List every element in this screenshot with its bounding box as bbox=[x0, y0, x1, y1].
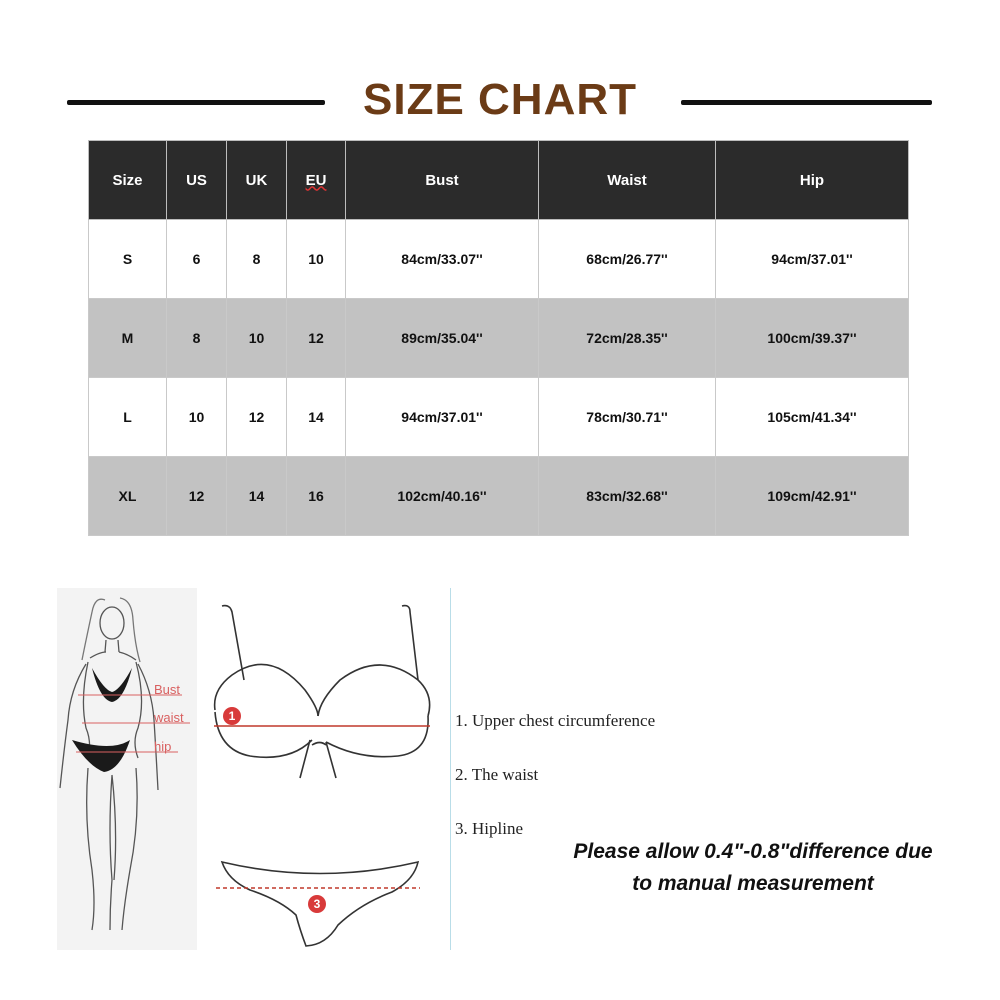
legend-upper-chest: 1. Upper chest circumference bbox=[455, 711, 656, 730]
col-header-us: US bbox=[167, 141, 227, 220]
note-line-1: Please allow 0.4"-0.8"difference due bbox=[573, 840, 933, 863]
cell-eu: 16 bbox=[287, 457, 346, 536]
col-header-uk: UK bbox=[227, 141, 287, 220]
divider-line bbox=[450, 588, 451, 950]
col-header-eu-label: EU bbox=[305, 171, 327, 189]
cell-waist: 72cm/28.35'' bbox=[539, 299, 716, 378]
figure-label-bust: Bust bbox=[154, 682, 181, 697]
cell-uk: 8 bbox=[227, 220, 287, 299]
cell-bust: 94cm/37.01'' bbox=[346, 378, 539, 457]
cell-waist: 83cm/32.68'' bbox=[539, 457, 716, 536]
cell-hip: 105cm/41.34'' bbox=[716, 378, 909, 457]
marker-1-label: 1 bbox=[228, 709, 236, 723]
measurement-note bbox=[548, 836, 958, 900]
figure-label-waist: waist bbox=[154, 710, 184, 725]
figure-top-shape bbox=[92, 668, 132, 702]
cell-uk: 10 bbox=[227, 299, 287, 378]
legend-hipline: 3. Hipline bbox=[455, 819, 523, 838]
cell-waist: 78cm/30.71'' bbox=[539, 378, 716, 457]
cell-size: S bbox=[89, 220, 167, 299]
marker-3-label: 3 bbox=[313, 897, 321, 911]
figure-bottom-shape bbox=[72, 740, 130, 772]
cell-bust: 102cm/40.16'' bbox=[346, 457, 539, 536]
cell-us: 8 bbox=[167, 299, 227, 378]
bra-diagram bbox=[215, 606, 430, 778]
col-header-bust: Bust bbox=[346, 141, 539, 220]
col-header-hip: Hip bbox=[716, 141, 909, 220]
cell-hip: 94cm/37.01'' bbox=[716, 220, 909, 299]
cell-us: 10 bbox=[167, 378, 227, 457]
page-title: SIZE CHART bbox=[363, 75, 637, 124]
cell-hip: 100cm/39.37'' bbox=[716, 299, 909, 378]
cell-eu: 12 bbox=[287, 299, 346, 378]
cell-uk: 12 bbox=[227, 378, 287, 457]
col-header-size: Size bbox=[89, 141, 167, 220]
cell-waist: 68cm/26.77'' bbox=[539, 220, 716, 299]
cell-bust: 89cm/35.04'' bbox=[346, 299, 539, 378]
col-header-waist: Waist bbox=[539, 141, 716, 220]
cell-hip: 109cm/42.91'' bbox=[716, 457, 909, 536]
cell-uk: 14 bbox=[227, 457, 287, 536]
cell-size: M bbox=[89, 299, 167, 378]
cell-size: L bbox=[89, 378, 167, 457]
note-line-2: to manual measurement bbox=[632, 872, 874, 895]
cell-us: 6 bbox=[167, 220, 227, 299]
cell-bust: 84cm/33.07'' bbox=[346, 220, 539, 299]
legend-waist: 2. The waist bbox=[455, 765, 539, 784]
cell-size: XL bbox=[89, 457, 167, 536]
cell-us: 12 bbox=[167, 457, 227, 536]
figure-label-hip: hip bbox=[154, 739, 172, 754]
cell-eu: 10 bbox=[287, 220, 346, 299]
cell-eu: 14 bbox=[287, 378, 346, 457]
